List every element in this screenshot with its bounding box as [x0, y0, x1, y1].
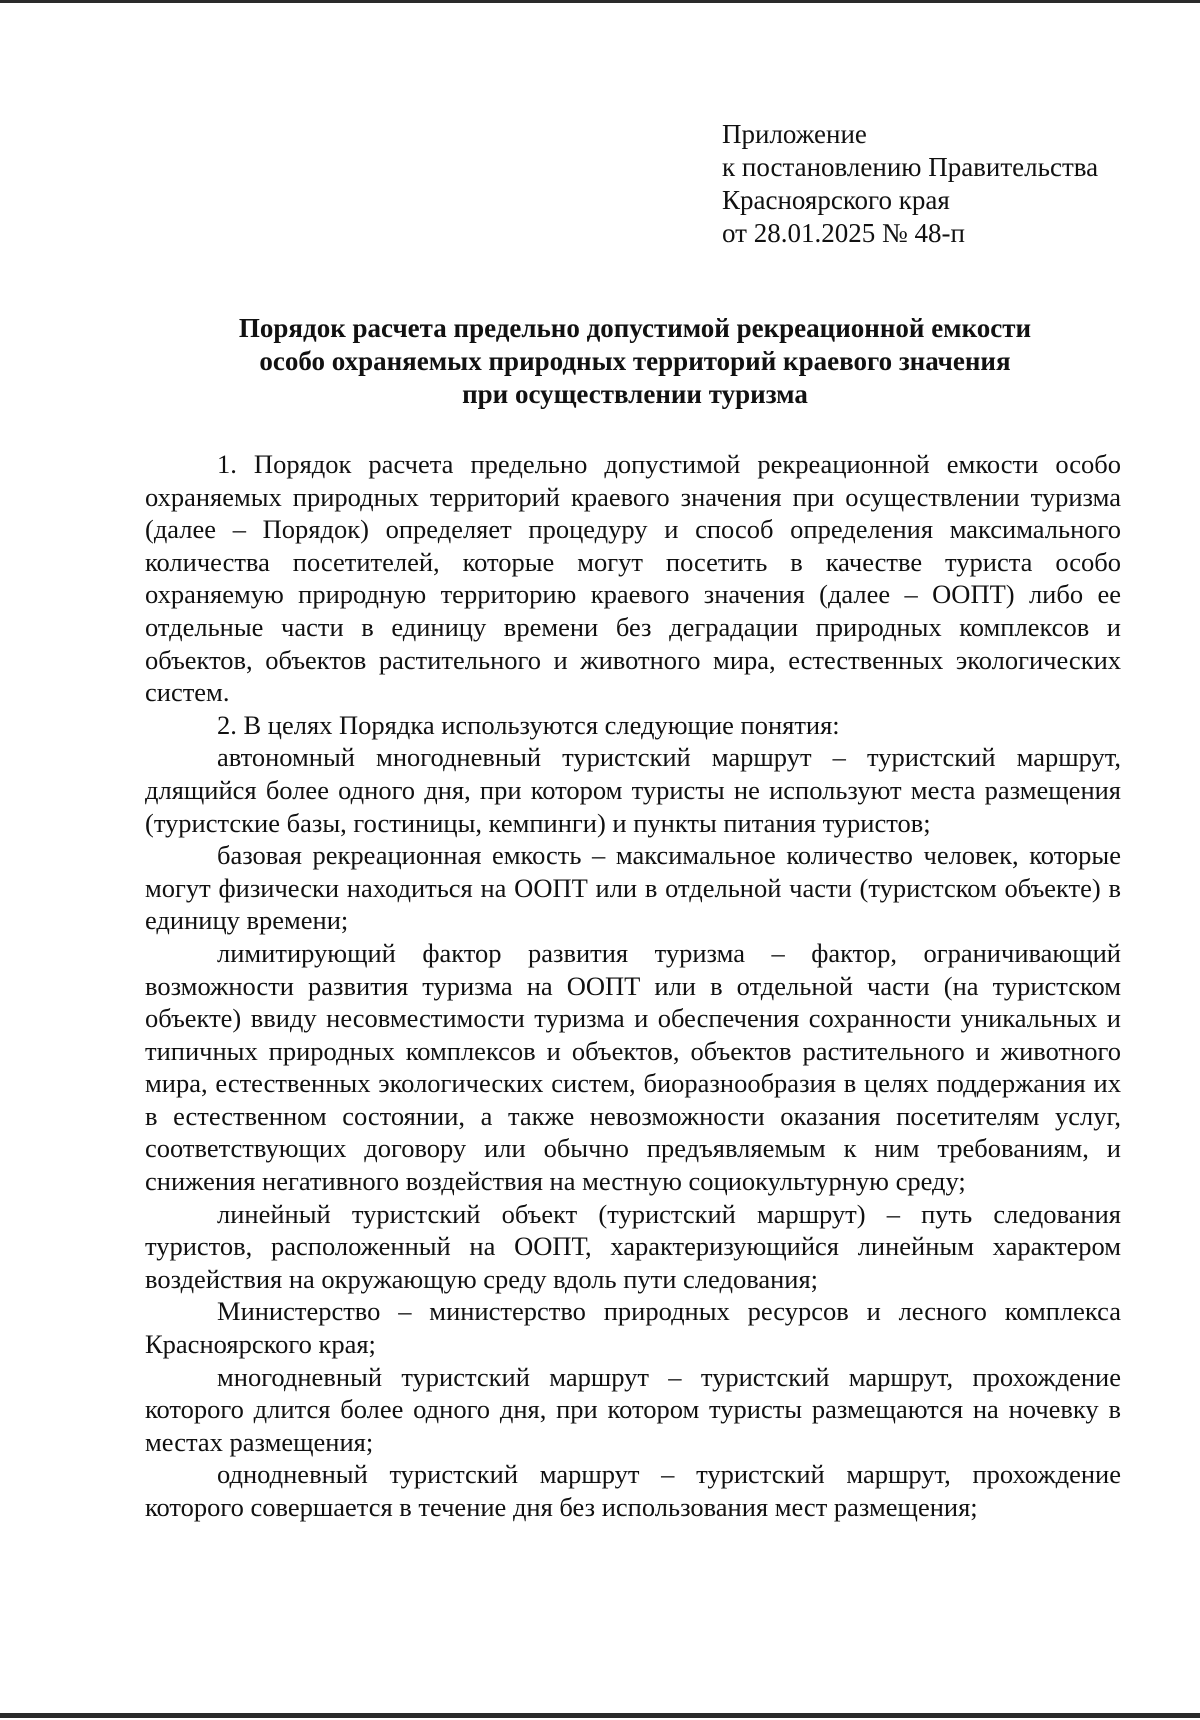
- appendix-line-4: от 28.01.2025 № 48-п: [722, 218, 965, 248]
- definition-autonomous-route: автономный многодневный туристский маршрут – туристский маршрут, длящийся более одного дня, при котором туристы не используют места размещения (туристские базы, гостиницы, кемпинги) и пункты питания туристов;: [145, 742, 1121, 838]
- definition-limiting-factor: лимитирующий фактор развития туризма – фактор, ограничивающий возможности развития туризма на ООПТ или в отдельной части (на туристском объекте) ввиду несовместимости туризма и обеспечения сохранности уникальных и типичных природных комплексов и объектов, объектов растительного и животного мира, естественных экологических систем, биоразнообразия в целях поддержания их в естественном состоянии, а также невозможности оказания посетителям услуг, соответствующих договору или обычно предъявляемым к ним требованиям, и снижения негативного воздействия на местную социокультурную среду;: [145, 937, 1121, 1197]
- title-line-3: при осуществлении туризма: [462, 379, 808, 409]
- definition-base-capacity: базовая рекреационная емкость – максимальное количество человек, которые могут физически находиться на ООПТ или в отдельной части (туристском объекте) в единицу времени;: [145, 840, 1121, 936]
- definition-linear-object: линейный туристский объект (туристский маршрут) – путь следования туристов, расположенный на ООПТ, характеризующийся линейным характером воздействия на окружающую среду вдоль пути следования;: [145, 1198, 1121, 1294]
- appendix-line-1: Приложение: [722, 119, 867, 149]
- appendix-header: [722, 118, 1098, 250]
- definition-multiday-route: многодневный туристский маршрут – туристский маршрут, прохождение которого длится более одного дня, при котором туристы размещаются на ночевку в местах размещения;: [145, 1361, 1121, 1457]
- definition-oneday-route: однодневный туристский маршрут – туристский маршрут, прохождение которого совершается в течение дня без использования мест размещения;: [145, 1459, 1121, 1522]
- document-title: [140, 312, 1130, 411]
- appendix-line-2: к постановлению Правительства: [722, 152, 1099, 182]
- title-line-2: особо охраняемых природных территорий краевого значения: [259, 346, 1011, 376]
- title-line-1: Порядок расчета предельно допустимой рекреационной емкости: [238, 313, 1032, 343]
- scan-border-top: [0, 0, 1200, 3]
- appendix-line-3: Красноярского края: [722, 185, 950, 215]
- scan-border-bottom: [0, 1713, 1200, 1718]
- paragraph-2: 2. В целях Порядка используются следующие понятия:: [217, 709, 840, 740]
- document-body: [145, 448, 1121, 1524]
- paragraph-1: 1. Порядок расчета предельно допустимой рекреационной емкости особо охраняемых природных территорий краевого значения при осуществлении туризма (далее – Порядок) определяет процедуру и способ определения максимального количества посетителей, которые могут посетить в качестве туриста особо охраняемую природную территорию краевого значения (далее – ООПТ) либо ее отдельные части в единицу времени без деградации природных комплексов и объектов, объектов растительного и животного мира, естественных экологических систем.: [145, 449, 1121, 708]
- definition-ministry: Министерство – министерство природных ресурсов и лесного комплекса Красноярского края;: [145, 1296, 1121, 1360]
